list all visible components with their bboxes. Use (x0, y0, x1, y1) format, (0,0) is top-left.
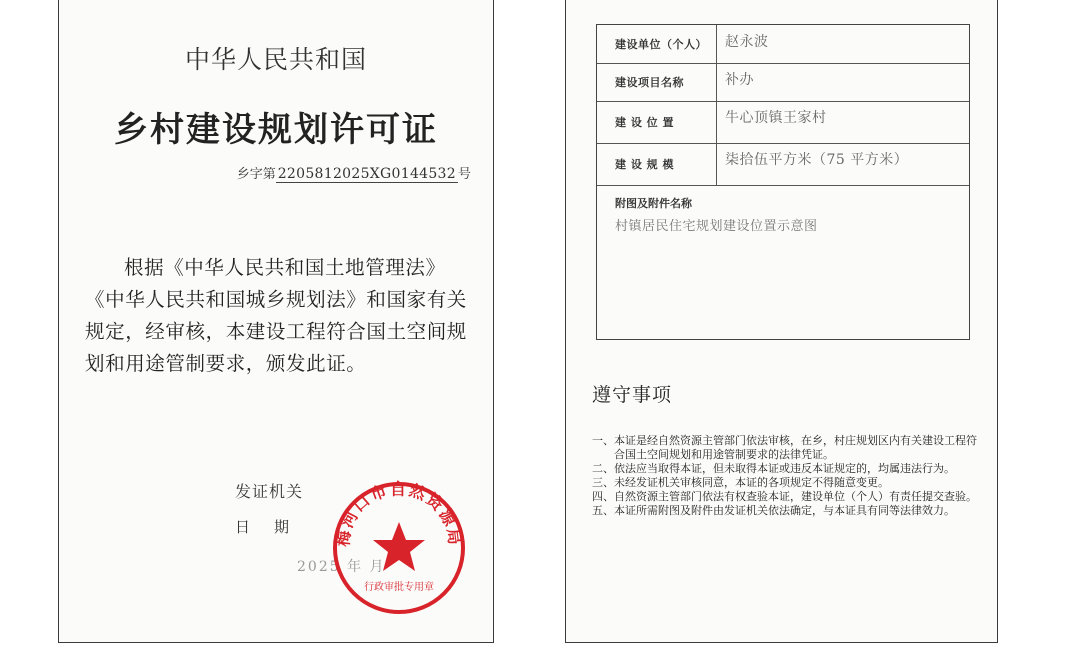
row-label: 建设项目名称 (597, 63, 717, 101)
permit-detail-page (565, 0, 998, 643)
rule-number: 五、 (592, 504, 614, 517)
permit-prefix: 乡字第 (236, 167, 276, 182)
rules-list (592, 434, 977, 518)
table-row (597, 101, 969, 144)
rule-number: 三、 (592, 476, 614, 489)
rules-title: 遵守事项 (592, 384, 673, 406)
issuer-label: 发证机关 (235, 482, 304, 501)
table-row (597, 63, 969, 102)
permit-info-table (596, 24, 970, 340)
row-value: 柒拾伍平方米（75 平方米） (725, 152, 909, 168)
seal-inner-text: 行政审批专用章 (364, 582, 434, 593)
permit-body-text: 根据《中华人民共和国土地管理法》《中华人民共和国城乡规划法》和国家有关规定，经审核，本建设工程符合国土空间规划和用途管制要求，颁发此证。 (85, 256, 467, 375)
attachment-value: 村镇居民住宅规划建设位置示意图 (615, 219, 818, 234)
row-label: 建 设 位 置 (597, 101, 717, 143)
rule-number: 四、 (592, 490, 614, 503)
list-item (592, 462, 977, 476)
list-item (592, 434, 977, 462)
permit-number: 2205812025XG0144532 (277, 166, 456, 182)
official-seal-icon (329, 478, 469, 618)
list-item (592, 490, 977, 504)
permit-cover-page (58, 0, 494, 643)
seal-ring-text: 梅河口市自然资源局 (333, 479, 465, 548)
rule-text: 依法应当取得本证，但未取得本证或违反本证规定的，均属违法行为。 (614, 462, 955, 475)
attachment-label: 附图及附件名称 (615, 197, 692, 210)
rule-text: 自然资源主管部门依法有权查验本证，建设单位（个人）有责任提交查验。 (614, 490, 977, 503)
row-value: 牛心顶镇王家村 (725, 110, 827, 126)
table-row (597, 25, 969, 64)
rule-number: 一、 (592, 434, 614, 447)
issue-date: 2025 年 月 (297, 559, 386, 575)
table-row (597, 143, 969, 186)
list-item (592, 476, 977, 490)
row-label: 建 设 规 模 (597, 143, 717, 185)
rule-text: 本证是经自然资源主管部门依法审核，在乡，村庄规划区内有关建设工程符合国土空间规划和用途管制要求的法律凭证。 (614, 434, 977, 461)
permit-number-row (237, 163, 471, 182)
row-label: 建设单位（个人） (597, 25, 717, 63)
row-value: 赵永波 (725, 34, 769, 50)
permit-suffix: 号 (457, 167, 471, 182)
rule-text: 未经发证机关审核同意，本证的各项规定不得随意变更。 (614, 476, 889, 489)
rule-number: 二、 (592, 462, 614, 475)
country-name: 中华人民共和国 (184, 45, 367, 74)
row-value: 补办 (725, 72, 754, 88)
date-label: 日期 (235, 518, 314, 536)
permit-title: 乡村建设规划许可证 (114, 110, 438, 150)
rule-text: 本证所需附图及附件由发证机关依法确定，与本证具有同等法律效力。 (614, 504, 955, 517)
list-item (592, 504, 977, 518)
